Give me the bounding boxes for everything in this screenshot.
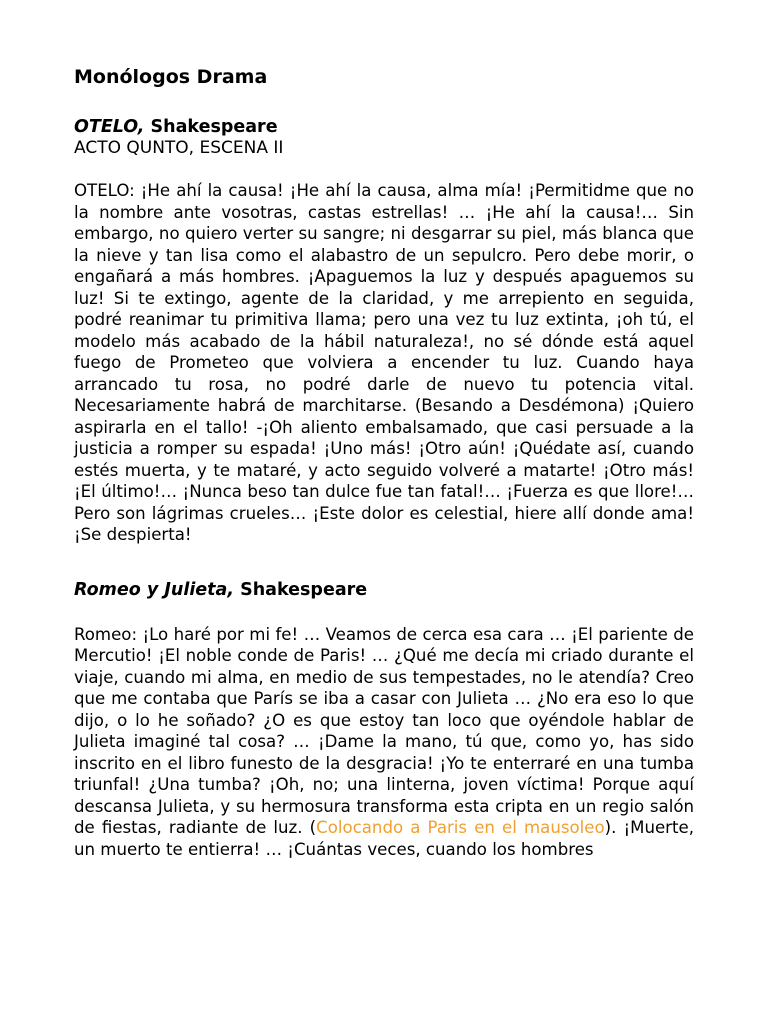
act-scene-label: ACTO QUNTO, ESCENA II: [74, 137, 284, 158]
work-title: OTELO,: [74, 116, 145, 137]
document-title: Monólogos Drama: [74, 66, 268, 88]
section-spacer: [74, 601, 694, 624]
monologue-text-part: ). ¡Muerte, un muerto te entierra! … ¡Cuántas veces, cuando los hombres: [74, 818, 694, 859]
monologue-text: [74, 624, 694, 861]
section-heading: [74, 117, 694, 138]
monologue-text-part: Romeo: ¡Lo haré por mi fe! … Veamos de cerca esa cara … ¡El pariente de Mercutio! ¡El noble conde de Paris! … ¿Qué me decía mi criado durante el viaje, cuando mi alma, en medio de sus tempestades, no le atendía? Creo que me contaba que París se iba a casar con Julieta … ¿No era eso lo que dijo, o lo he soñado? ¿O es que estoy tan loco que oyéndole hablar de Julieta imaginé tal cosa? … ¡Dame la mano, tú que, como yo, has sido inscrito en el libro funesto de la desgracia! ¡Yo te enterraré en una tumba triunfal! ¿Una tumba? ¡Oh, no; una linterna, joven víctima! Porque aquí descansa Julieta, y su hermosura transforma esta cripta en un regio salón de fiestas, radiante de luz. (: [74, 624, 694, 838]
author-name: Shakespeare: [240, 579, 368, 600]
section-heading: [74, 580, 694, 601]
monologue-text: OTELO: ¡He ahí la causa! ¡He ahí la causa, alma mía! ¡Permitidme que no la nombre ante vosotras, castas estrellas! … ¡He ahí la causa!… Sin embargo, no quiero verter su sangre; ni desgarrar su piel, más blanca que la nieve y tan lisa como el alabastro de un sepulcro. Pero debe morir, o engañará a más hombres. ¡Apaguemos la luz y después apaguemos su luz! Si te extingo, agente de la claridad, y me arrepiento en seguida, podré reanimar tu primitiva llama; pero una vez tu luz extinta, ¡oh tú, el modelo más acabado de la hábil naturaleza!, no sé dónde está aquel fuego de Prometeo que volviera a encender tu luz. Cuando haya arrancado tu rosa, no podré darle de nuevo tu potencia vital. Necesariamente habrá de marchitarse. (Besando a Desdémona) ¡Quiero aspirarla en el tallo! -¡Oh aliento embalsamado, que casi persuade a la justicia a romper su espada! ¡Uno más! ¡Otro aún! ¡Quédate así, cuando estés muerta, y te mataré, y acto seguido volveré a matarte! ¡Otro más! ¡El último!… ¡Nunca beso tan dulce fue tan fatal!… ¡Fuerza es que llore!… Pero son lágrimas crueles… ¡Este dolor es celestial, hiere allí donde ama! ¡Se despierta!: [74, 181, 694, 545]
author-name: Shakespeare: [150, 116, 278, 137]
section-otelo: [74, 117, 694, 546]
section-romeo-julieta: [74, 580, 694, 861]
document-page: [74, 66, 694, 860]
work-title: Romeo y Julieta,: [74, 579, 235, 600]
stage-direction: Colocando a Paris en el mausoleo: [316, 818, 605, 838]
section-spacer: [74, 546, 694, 580]
